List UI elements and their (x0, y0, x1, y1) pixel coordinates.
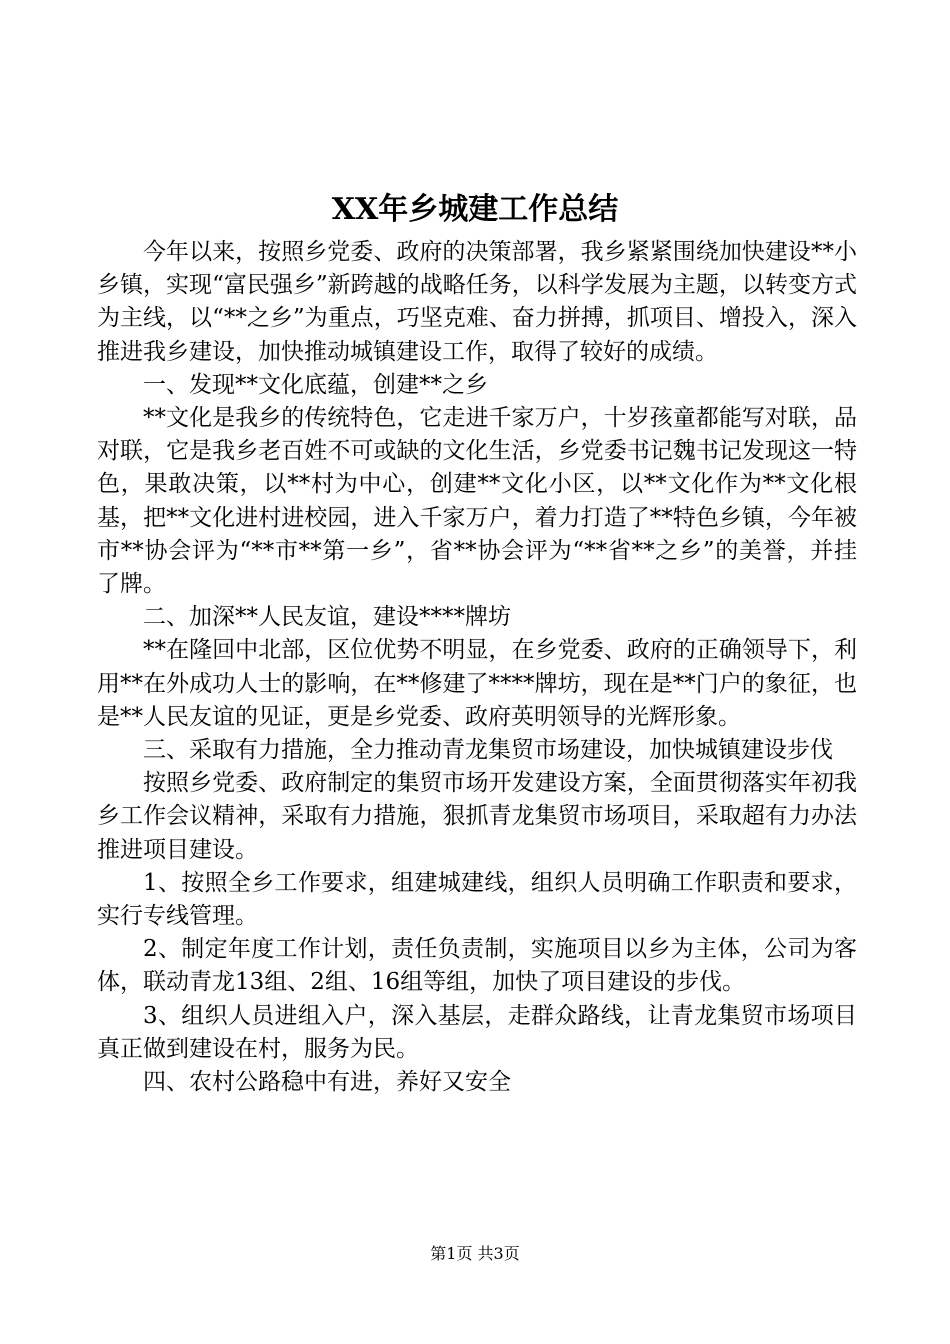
intro-paragraph: 今年以来，按照乡党委、政府的决策部署，我乡紧紧围绕加快建设**小乡镇，实现“富民强乡”新跨越的战略任务，以科学发展为主题，以转变方式为主线，以“**之乡”为重点，巧坚克难、奋力拼搏，抓项目、增投入，深入推进我乡建设，加快推动城镇建设工作，取得了较好的成绩。 (97, 239, 857, 365)
page-footer: 第1页 共3页 (430, 1244, 520, 1263)
list-item-3: 3、组织人员进组入户，深入基层，走群众路线，让青龙集贸市场项目真正做到建设在村，服务为民。 (97, 1002, 857, 1062)
section-heading-3: 三、采取有力措施，全力推动青龙集贸市场建设，加快城镇建设步伐 (143, 737, 833, 764)
section-2-paragraph: **在隆回中北部，区位优势不明显，在乡党委、政府的正确领导下，利用**在外成功人士的影响，在**修建了****牌坊，现在是**门户的象征，也是**人民友谊的见证，更是乡党委、政府英明领导的光辉形象。 (97, 637, 857, 730)
section-3-paragraph: 按照乡党委、政府制定的集贸市场开发建设方案，全面贯彻落实年初我乡工作会议精神，采取有力措施，狠抓青龙集贸市场项目，采取超有力办法推进项目建设。 (97, 770, 857, 863)
section-heading-1: 一、发现**文化底蕴，创建**之乡 (143, 371, 488, 398)
section-1-paragraph: **文化是我乡的传统特色，它走进千家万户，十岁孩童都能写对联，品对联，它是我乡老百姓不可或缺的文化生活，乡党委书记魏书记发现这一特色，果敢决策，以**村为中心，创建**文化小区，以**文化作为**文化根基，把**文化进村进校园，进入千家万户，着力打造了**特色乡镇，今年被市**协会评为“**市**第一乡”，省**协会评为“**省**之乡”的美誉，并挂了牌。 (97, 405, 857, 598)
list-item-2: 2、制定年度工作计划，责任负责制，实施项目以乡为主体，公司为客体，联动青龙13组、2组、16组等组，加快了项目建设的步伐。 (97, 936, 857, 996)
list-item-1: 1、按照全乡工作要求，组建城建线，组织人员明确工作职责和要求，实行专线管理。 (97, 869, 857, 930)
document-title: XX年乡城建工作总结 (331, 192, 619, 227)
document-body (97, 236, 857, 1099)
section-heading-2: 二、加深**人民友谊，建设****牌坊 (143, 604, 511, 631)
section-heading-4: 四、农村公路稳中有进，养好又安全 (143, 1069, 511, 1096)
